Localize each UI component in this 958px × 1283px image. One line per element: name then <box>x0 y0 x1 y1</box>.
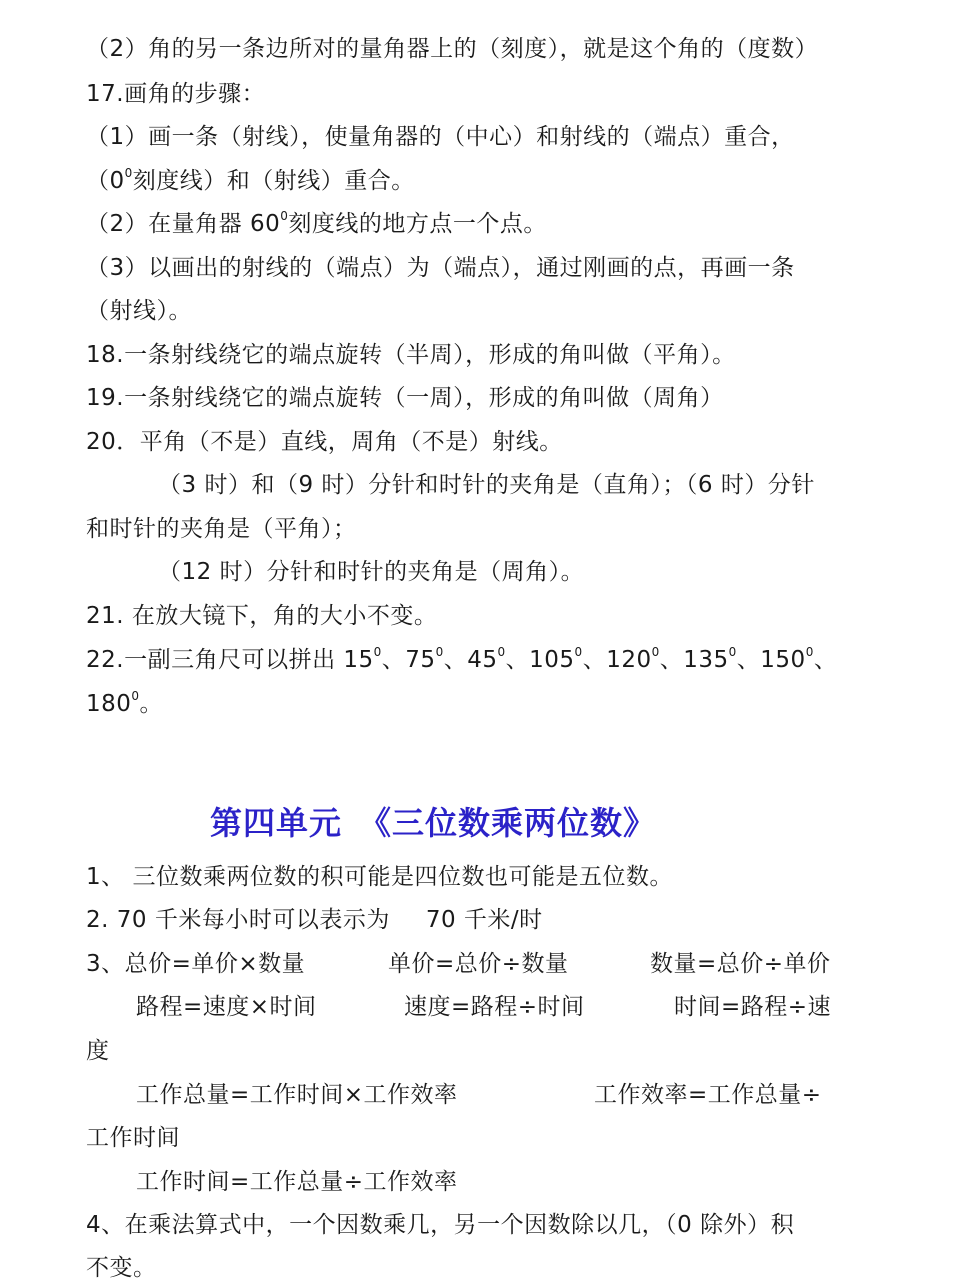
unit4-line-4-cont: 不变。 <box>86 1255 157 1281</box>
section-heading-unit-4: 第四单元 《三位数乘两位数》 <box>210 804 657 842</box>
text-line-20: 20．平角（不是）直线，周角（不是）射线。 <box>86 429 563 455</box>
unit4-formula-work-total: 工作总量=工作时间×工作效率 <box>136 1082 458 1108</box>
unit4-formula-distance: 路程=速度×时间 <box>136 994 317 1020</box>
text-line-22: 22.一副三角尺可以拼出 $15^0$、$75^0$、$45^0$、$105^0$、$120^0$、$135^0$、$150^0$、 <box>86 645 838 673</box>
text-line-19: 19.一条射线绕它的端点旋转（一周），形成的角叫做（周角） <box>86 385 724 411</box>
unit4-formula-work-efficiency: 工作效率=工作总量÷ <box>594 1082 822 1108</box>
unit4-formula-time-cont: 度 <box>86 1038 110 1064</box>
unit4-formula-speed: 速度=路程÷时间 <box>404 994 585 1020</box>
text-line-17-step2: （2）在量角器 $60^0$刻度线的地方点一个点。 <box>86 209 547 237</box>
text-line-1: （2）角的另一条边所对的量角器上的（刻度），就是这个角的（度数） <box>86 36 819 62</box>
unit4-formula-price: 3、总价=单价×数量 <box>86 951 306 977</box>
unit4-line-1: 1、 三位数乘两位数的积可能是四位数也可能是五位数。 <box>86 864 673 890</box>
unit4-line-4: 4、在乘法算式中，一个因数乘几，另一个因数除以几，（0 除外）积 <box>86 1212 795 1238</box>
text-line-17-step1-cont: （$0^0$刻度线）和（射线）重合。 <box>86 166 415 194</box>
text-line-20-clock2: （12 时）分针和时针的夹角是（周角）。 <box>158 559 585 585</box>
text-line-18: 18.一条射线绕它的端点旋转（半周），形成的角叫做（平角）。 <box>86 342 736 368</box>
unit4-line-2: 2. 70 千米每小时可以表示为 70 千米/时 <box>86 907 543 933</box>
text-line-21: 21. 在放大镜下，角的大小不变。 <box>86 603 438 629</box>
text-line-20-clock1-cont: 和时针的夹角是（平角）； <box>86 516 357 542</box>
text-line-17-title: 17.画角的步骤： <box>86 81 266 107</box>
unit4-formula-work-efficiency-cont: 工作时间 <box>86 1125 180 1151</box>
unit4-formula-time: 时间=路程÷速 <box>674 994 832 1020</box>
unit4-formula-work-time: 工作时间=工作总量÷工作效率 <box>136 1169 458 1195</box>
unit4-formula-unit-price: 单价=总价÷数量 <box>388 951 569 977</box>
text-line-17-step3: （3）以画出的射线的（端点）为（端点），通过刚画的点，再画一条 <box>86 255 795 281</box>
text-line-20-clock1: （3 时）和（9 时）分针和时针的夹角是（直角）；（6 时）分针 <box>158 472 815 498</box>
text-line-17-step3-cont: （射线）。 <box>86 298 192 324</box>
text-line-17-step1: （1）画一条（射线），使量角器的（中心）和射线的（端点）重合， <box>86 124 795 150</box>
text-line-22-cont: $180^0$。 <box>86 689 164 717</box>
unit4-formula-quantity: 数量=总价÷单价 <box>650 951 831 977</box>
